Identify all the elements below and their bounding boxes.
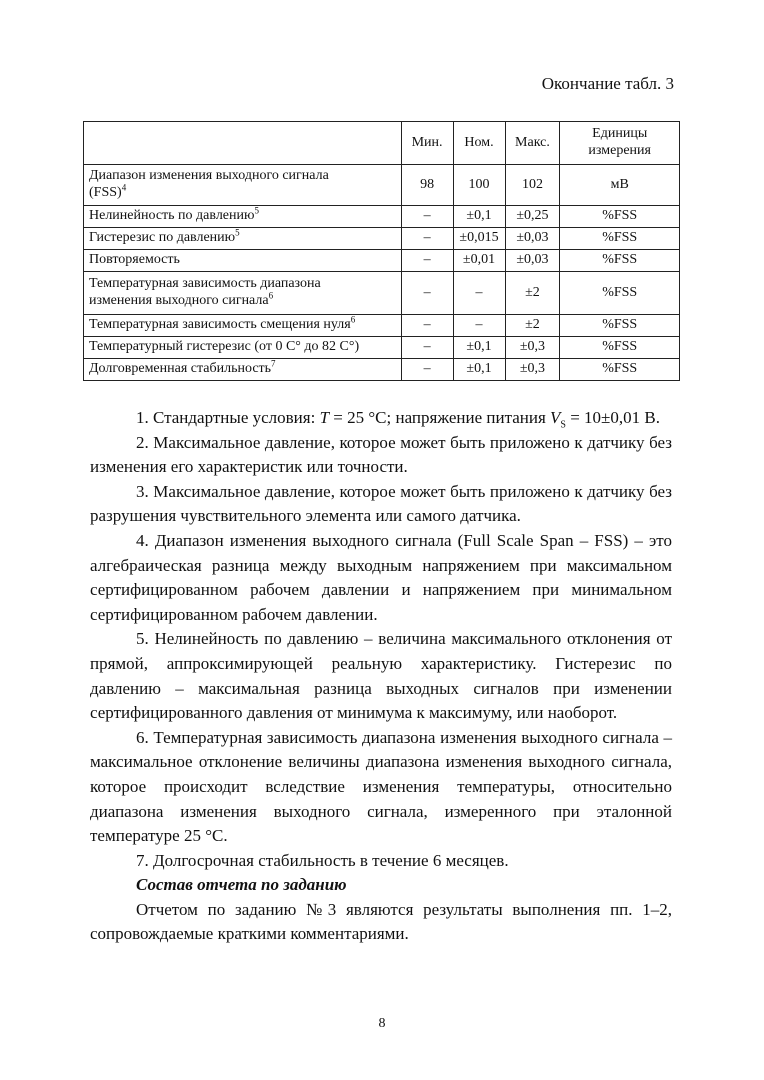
row-parameter-line2: изменения выходного сигнала bbox=[89, 293, 269, 308]
row-unit: %FSS bbox=[560, 250, 680, 272]
table-row bbox=[84, 206, 680, 228]
note-4: 4. Диапазон изменения выходного сигнала (Full Scale Span – FSS) – это алгебраическая разница между выходным напряжением при максимальном сертифицированном рабочем давлении и напряжением при минимальном сертифицированном рабочем давлении. bbox=[90, 530, 672, 624]
footnote-ref: 6 bbox=[268, 290, 274, 301]
page-number: 8 bbox=[378, 1016, 386, 1031]
note-3: 3. Максимальное давление, которое может быть приложено к датчику без разрушения чувствительного элемента или самого датчика. bbox=[90, 481, 672, 526]
row-parameter bbox=[84, 315, 402, 337]
note-6: 6. Температурная зависимость диапазона изменения выходного сигнала – максимальное отклонение величины диапазона изменения выходного сигнала, которое происходит вследствие изменения температуры, относительно диапазона изменения выходного сигнала, измеренного при эталонной температуре 25 °C. bbox=[90, 727, 672, 846]
row-max: ±0,3 bbox=[505, 359, 560, 381]
row-parameter bbox=[84, 250, 402, 272]
row-max: ±0,03 bbox=[505, 250, 560, 272]
note-1-text-b: = 25 °C; напряжение питания bbox=[329, 408, 551, 427]
table-row bbox=[84, 337, 680, 359]
row-min: 98 bbox=[401, 165, 453, 206]
header-units-line1: Единицы bbox=[592, 126, 648, 142]
header-parameter bbox=[84, 122, 402, 165]
row-parameter-line1: Нелинейность по давлению bbox=[89, 208, 255, 224]
note-1-symbol-t: T bbox=[319, 408, 330, 427]
row-parameter bbox=[84, 272, 402, 315]
note-7: 7. Долгосрочная стабильность в течение 6 месяцев. bbox=[136, 850, 509, 870]
row-parameter bbox=[84, 228, 402, 250]
report-text: Отчетом по заданию №3 являются результаты выполнения пп. 1–2, сопровождаемые краткими комментариями. bbox=[90, 899, 672, 944]
note-1-text-a: 1. Стандартные условия: bbox=[136, 408, 320, 427]
row-parameter-line1: Диапазон изменения выходного сигнала bbox=[89, 168, 329, 184]
header-nom: Ном. bbox=[453, 122, 505, 165]
row-nom: ±0,1 bbox=[453, 337, 505, 359]
row-unit: мВ bbox=[560, 165, 680, 206]
row-parameter bbox=[84, 165, 402, 206]
row-max: 102 bbox=[505, 165, 560, 206]
row-max: ±0,3 bbox=[505, 337, 560, 359]
row-max: ±0,03 bbox=[505, 228, 560, 250]
row-unit: %FSS bbox=[560, 359, 680, 381]
table-row bbox=[84, 165, 680, 206]
row-parameter-line2: (FSS) bbox=[89, 185, 122, 200]
row-parameter bbox=[84, 359, 402, 381]
row-unit: %FSS bbox=[560, 228, 680, 250]
row-max: ±2 bbox=[505, 272, 560, 315]
row-min: – bbox=[401, 228, 453, 250]
table-row bbox=[84, 359, 680, 381]
footnote-ref: 5 bbox=[254, 205, 259, 216]
header-max: Макс. bbox=[505, 122, 560, 165]
footnote-ref: 5 bbox=[235, 227, 240, 238]
row-unit: %FSS bbox=[560, 315, 680, 337]
note-1 bbox=[90, 406, 672, 431]
note-1-subscript: S bbox=[560, 419, 566, 431]
report-heading: Состав отчета по заданию bbox=[136, 875, 347, 895]
row-parameter-line1: Температурная зависимость диапазона bbox=[89, 276, 321, 292]
row-unit: %FSS bbox=[560, 337, 680, 359]
row-min: – bbox=[401, 272, 453, 315]
row-min: – bbox=[401, 206, 453, 228]
table-caption: Окончание табл. 3 bbox=[541, 74, 674, 93]
row-parameter-line1: Повторяемость bbox=[89, 252, 180, 268]
row-nom: ±0,01 bbox=[453, 250, 505, 272]
note-5: 5. Нелинейность по давлению – величина максимального отклонения от прямой, аппроксимирующей реальную характеристику. Гистерезис по давлению – максимальная разница выходных сигналов при изменении сертифицированного давления от минимума к максимуму, или наоборот. bbox=[90, 629, 672, 723]
row-parameter bbox=[84, 206, 402, 228]
note-1-text-c: = 10±0,01 В. bbox=[565, 408, 660, 427]
footnote-ref: 4 bbox=[121, 182, 127, 193]
table-row bbox=[84, 250, 680, 272]
row-nom: ±0,015 bbox=[453, 228, 505, 250]
row-nom: ±0,1 bbox=[453, 359, 505, 381]
row-unit: %FSS bbox=[560, 206, 680, 228]
header-units bbox=[560, 122, 680, 165]
footnote-ref: 6 bbox=[350, 314, 356, 325]
row-nom: 100 bbox=[453, 165, 505, 206]
table-row bbox=[84, 228, 680, 250]
header-units-line2: измерения bbox=[588, 143, 651, 158]
table-row bbox=[84, 315, 680, 337]
row-parameter-line1: Гистерезис по давлению bbox=[89, 230, 236, 246]
footnote-ref: 7 bbox=[271, 358, 276, 369]
table-header-row bbox=[84, 122, 680, 165]
row-parameter-line1: Температурный гистерезис (от 0 C° до 82 C°) bbox=[89, 339, 360, 355]
note-1-symbol-v: V bbox=[550, 408, 561, 427]
row-max: ±0,25 bbox=[505, 206, 560, 228]
row-min: – bbox=[401, 315, 453, 337]
row-parameter bbox=[84, 337, 402, 359]
specifications-table bbox=[83, 121, 680, 381]
row-min: – bbox=[401, 337, 453, 359]
row-parameter-line1: Температурная зависимость смещения нуля bbox=[89, 317, 351, 333]
table-row bbox=[84, 272, 680, 315]
row-max: ±2 bbox=[505, 315, 560, 337]
note-2: 2. Максимальное давление, которое может быть приложено к датчику без изменения его характеристик или точности. bbox=[90, 432, 672, 477]
row-min: – bbox=[401, 359, 453, 381]
header-min: Мин. bbox=[401, 122, 453, 165]
row-nom: ±0,1 bbox=[453, 206, 505, 228]
row-nom: – bbox=[453, 272, 505, 315]
notes-section bbox=[90, 406, 672, 947]
row-min: – bbox=[401, 250, 453, 272]
row-nom: – bbox=[453, 315, 505, 337]
row-parameter-line1: Долговременная стабильность bbox=[89, 361, 272, 377]
row-unit: %FSS bbox=[560, 272, 680, 315]
